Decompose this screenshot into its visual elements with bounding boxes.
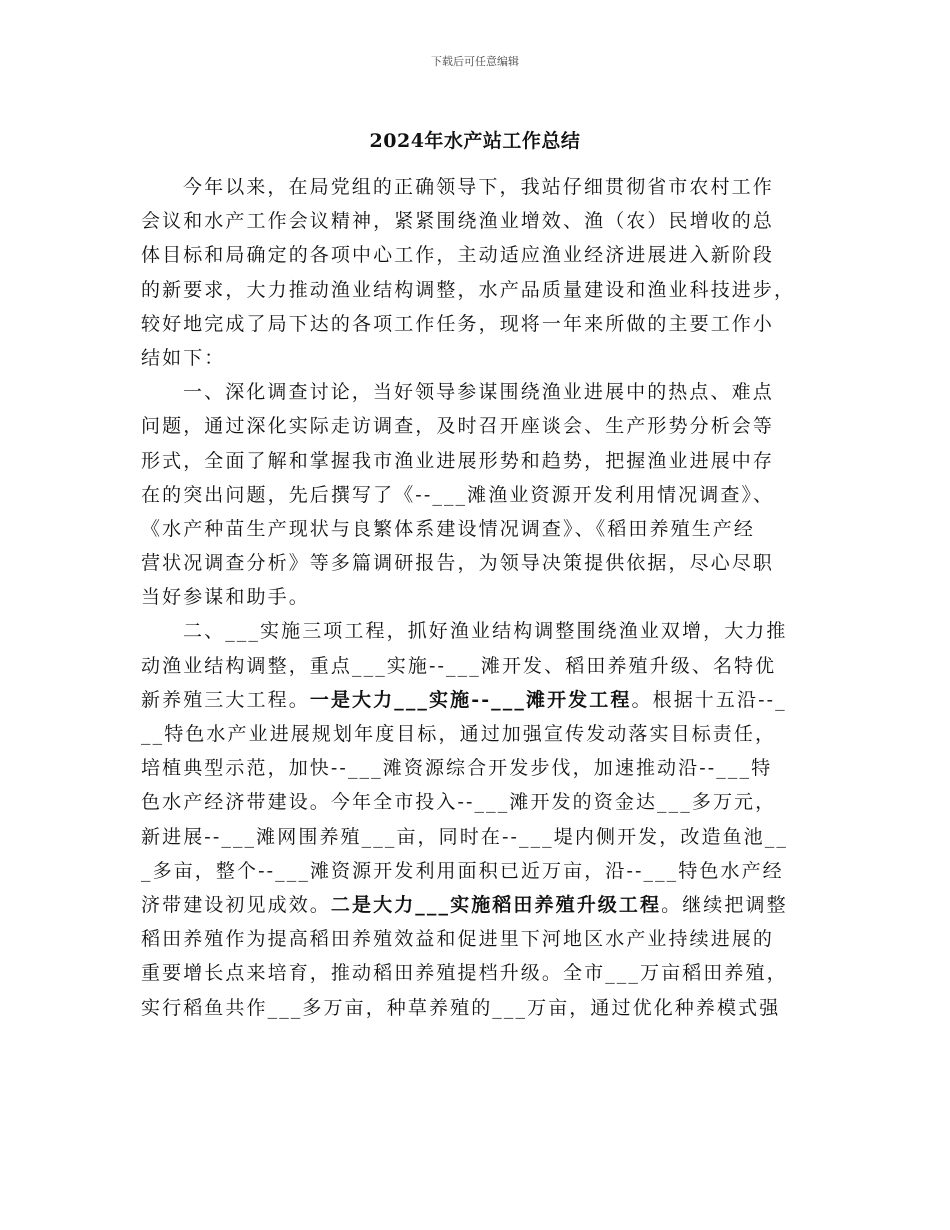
body-line-mixed (141, 683, 813, 717)
body-line: 较好地完成了局下达的各项工作任务，现将一年来所做的主要工作小 (141, 312, 775, 335)
page-header-note: 下载后可任意编辑 (431, 55, 519, 68)
bold-heading-segment: 二是大力___实施稻田养殖升级工程 (330, 893, 662, 916)
body-line: 实行稻鱼共作___多万亩，种草养殖的___万亩，通过优化种养模式强 (141, 996, 781, 1019)
body-line: 一、深化调查讨论，当好领导参谋围绕渔业进展中的热点、难点 (183, 381, 774, 404)
body-line: 动渔业结构调整，重点___实施--___滩开发、稻田养殖升级、名特优 (141, 654, 777, 677)
body-line: 体目标和局确定的各项中心工作，主动适应渔业经济进展进入新阶段 (141, 244, 775, 267)
body-line-mixed (141, 888, 813, 922)
body-line: 在的突出问题，先后撰写了《--___滩渔业资源开发利用情况调查》、 (141, 483, 775, 506)
body-line: 问题，通过深化实际走访调查，及时召开座谈会、生产形势分析会等 (141, 415, 775, 438)
body-line: 会议和水产工作会议精神，紧紧围绕渔业增效、渔（农）民增收的总 (141, 210, 775, 233)
body-line: _多亩，整个--___滩资源开发利用面积已近万亩，沿--___特色水产经 (141, 859, 784, 882)
body-text-segment: 济带建设初见成效。 (141, 893, 331, 916)
body-line: 形式，全面了解和掌握我市渔业进展形势和趋势，把握渔业进展中存 (141, 449, 775, 472)
body-text-segment: 。根据十五沿--_ (631, 688, 787, 711)
body-line: 培植典型示范，加快--___滩资源综合开发步伐，加速推动沿--___特 (141, 757, 773, 780)
body-line: __特色水产业进展规划年度目标，通过加强宣传发动落实目标责任， (141, 723, 777, 745)
body-line: 色水产经济带建设。今年全市投入--___滩开发的资金达___多万元， (141, 791, 777, 814)
body-text-segment: 。继续把调整 (661, 893, 788, 916)
body-line: 营状况调查分析》等多篇调研报告，为领导决策提供依据，尽心尽职 (141, 552, 775, 575)
document-title: 2024年水产站工作总结 (369, 130, 581, 152)
body-text-segment: 新养殖三大工程。 (141, 688, 310, 711)
body-line: 重要增长点来培育，推动稻田养殖提档升级。全市___万亩稻田养殖， (141, 962, 788, 985)
body-line: 稻田养殖作为提高稻田养殖效益和促进里下河地区水产业持续进展的 (141, 928, 775, 951)
document-body (141, 170, 813, 1025)
body-line: 的新要求，大力推动渔业结构调整，水产品质量建设和渔业科技进步， (141, 278, 796, 301)
body-line: 二、___实施三项工程，抓好渔业结构调整围绕渔业双增，大力推 (183, 620, 788, 643)
body-line: 结如下： (141, 346, 226, 369)
bold-heading-segment: 一是大力___实施--___滩开发工程 (309, 688, 632, 711)
body-line: 当好参谋和助手。 (141, 586, 310, 609)
body-line: 新进展--___滩网围养殖___亩，同时在--___堤内侧开发，改造鱼池__ (141, 825, 788, 848)
body-line: 《水产种苗生产现状与良繁体系建设情况调查》、《稻田养殖生产经 (141, 517, 756, 540)
body-line: 今年以来，在局党组的正确领导下，我站仔细贯彻省市农村工作 (183, 176, 774, 198)
